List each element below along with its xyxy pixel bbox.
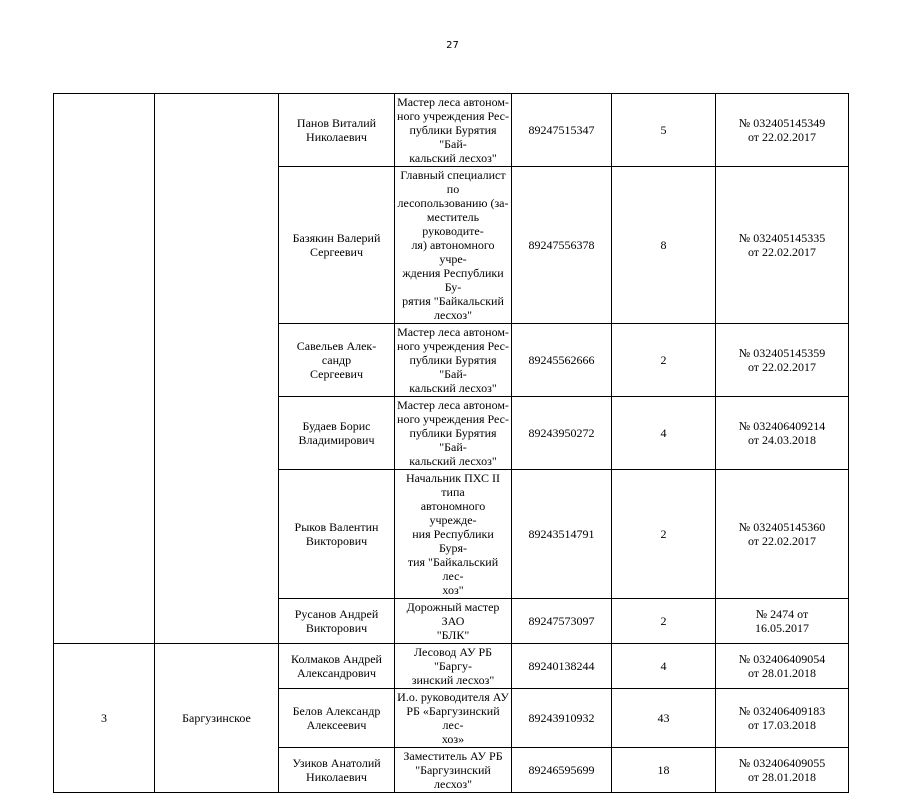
district-cell: Баргузинское [155, 644, 279, 793]
position-cell: Мастер леса автоном- ного учреждения Рес- публики Бурятия "Бай- кальский лесхоз" [395, 94, 512, 167]
name-cell: Белов Александр Алексеевич [279, 689, 395, 748]
phone-cell: 89247573097 [512, 599, 612, 644]
name-cell: Будаев Борис Владимирович [279, 397, 395, 470]
certificate-cell: № 2474 от 16.05.2017 [716, 599, 849, 644]
position-cell: Главный специалист по лесопользованию (за- меститель руководите- ля) автономного учре- ждения Республики Бу- рятия "Байкальский лесхоз" [395, 167, 512, 324]
phone-cell: 89240138244 [512, 644, 612, 689]
position-cell: Заместитель АУ РБ "Баргузинский лесхоз" [395, 748, 512, 793]
staff-table [53, 93, 849, 793]
position-cell: Начальник ПХС II типа автономного учрежде- ния Республики Буря- тия "Байкальский лес- хоз" [395, 470, 512, 599]
table-row [54, 644, 849, 689]
certificate-cell: № 032406409055 от 28.01.2018 [716, 748, 849, 793]
count-cell: 4 [612, 644, 716, 689]
position-cell: Мастер леса автоном- ного учреждения Рес- публики Бурятия "Бай- кальский лесхоз" [395, 397, 512, 470]
count-cell: 43 [612, 689, 716, 748]
name-cell: Панов Виталий Николаевич [279, 94, 395, 167]
count-cell: 4 [612, 397, 716, 470]
phone-cell: 89243514791 [512, 470, 612, 599]
count-cell: 18 [612, 748, 716, 793]
position-cell: Дорожный мастер ЗАО "БЛК" [395, 599, 512, 644]
count-cell: 2 [612, 470, 716, 599]
name-cell: Узиков Анатолий Николаевич [279, 748, 395, 793]
certificate-cell: № 032405145335 от 22.02.2017 [716, 167, 849, 324]
count-cell: 2 [612, 599, 716, 644]
certificate-cell: № 032406409054 от 28.01.2018 [716, 644, 849, 689]
count-cell: 2 [612, 324, 716, 397]
count-cell: 8 [612, 167, 716, 324]
number-cell: 3 [54, 644, 155, 793]
certificate-cell: № 032405145359 от 22.02.2017 [716, 324, 849, 397]
page-number: 27 [446, 40, 459, 51]
certificate-cell: № 032405145349 от 22.02.2017 [716, 94, 849, 167]
count-cell: 5 [612, 94, 716, 167]
name-cell: Базякин Валерий Сергеевич [279, 167, 395, 324]
name-cell: Рыков Валентин Викторович [279, 470, 395, 599]
phone-cell: 89246595699 [512, 748, 612, 793]
certificate-cell: № 032405145360 от 22.02.2017 [716, 470, 849, 599]
position-cell: И.о. руководителя АУ РБ «Баргузинский лес- хоз» [395, 689, 512, 748]
certificate-cell: № 032406409183 от 17.03.2018 [716, 689, 849, 748]
phone-cell: 89247515347 [512, 94, 612, 167]
position-cell: Лесовод АУ РБ "Баргу- зинский лесхоз" [395, 644, 512, 689]
name-cell: Русанов Андрей Викторович [279, 599, 395, 644]
table-row [54, 94, 849, 167]
phone-cell: 89247556378 [512, 167, 612, 324]
phone-cell: 89245562666 [512, 324, 612, 397]
phone-cell: 89243950272 [512, 397, 612, 470]
phone-cell: 89243910932 [512, 689, 612, 748]
number-cell [54, 94, 155, 644]
position-cell: Мастер леса автоном- ного учреждения Рес- публики Бурятия "Бай- кальский лесхоз" [395, 324, 512, 397]
name-cell: Савельев Алек- сандр Сергеевич [279, 324, 395, 397]
certificate-cell: № 032406409214 от 24.03.2018 [716, 397, 849, 470]
name-cell: Колмаков Андрей Александрович [279, 644, 395, 689]
district-cell [155, 94, 279, 644]
